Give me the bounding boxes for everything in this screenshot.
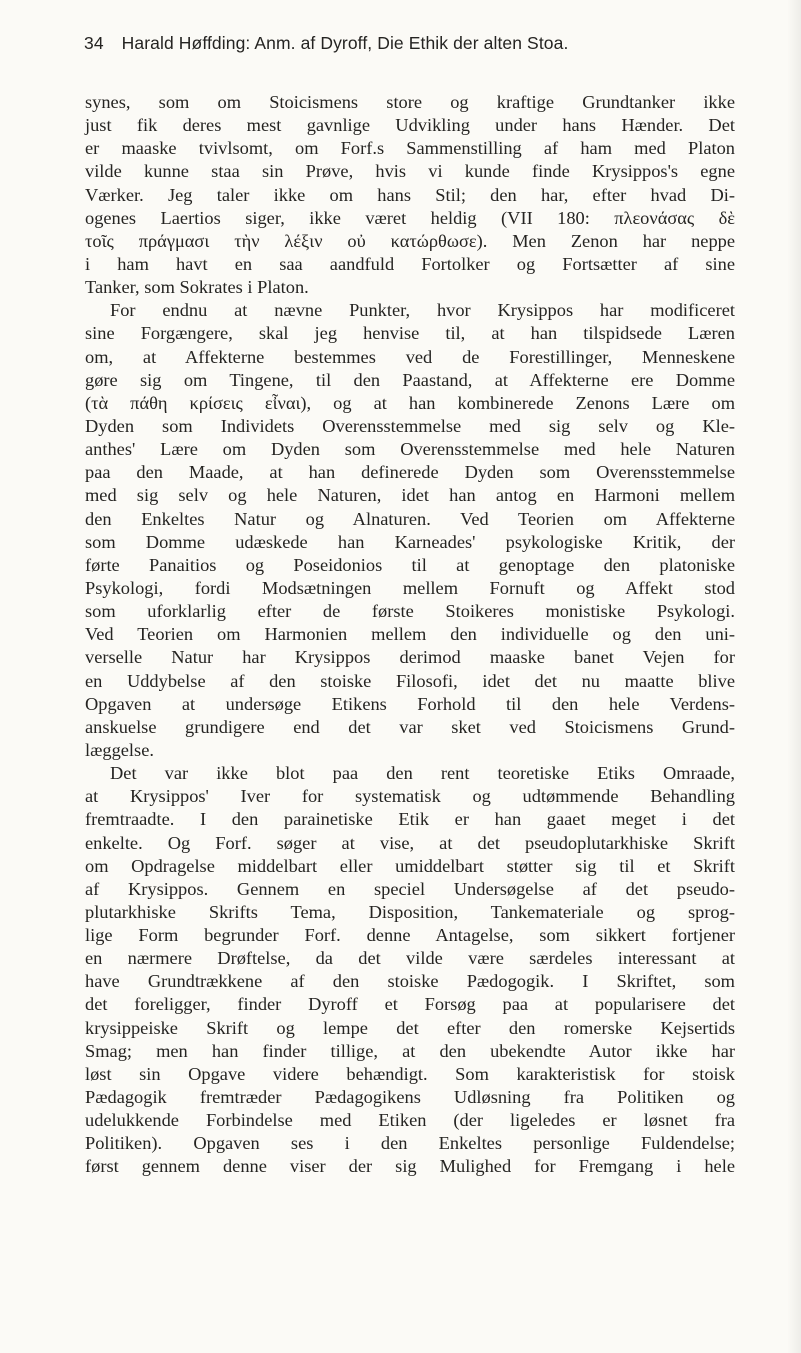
text-line: Psykologi, fordi Modsætningen mellem Fornuft og Affekt stod: [85, 577, 735, 598]
text-line: (τὰ πάθη κρίσεις εἶναι), og at han kombinerede Zenons Lære om: [85, 392, 735, 413]
paragraph-first-line: Det var ikke blot paa den rent teoretiske Etiks Omraade,: [110, 763, 735, 784]
text-line: som uforklarlig efter de første Stoikeres monistiske Psykologi.: [85, 601, 735, 622]
text-line: med sig selv og hele Naturen, idet han antog en Harmoni mellem: [85, 485, 735, 506]
text-line: enkelte. Og Forf. søger at vise, at det pseudoplutarkhiske Skrift: [85, 832, 735, 853]
text-line: om Opdragelse middelbart eller umiddelbart støtter sig til et Skrift: [85, 855, 735, 876]
text-line: just fik deres mest gavnlige Udvikling under hans Hænder. Det: [85, 115, 735, 136]
paragraph-last-line: Tanker, som Sokrates i Platon.: [85, 277, 309, 298]
paragraph-last-line: læggelse.: [85, 739, 154, 760]
body-text: [85, 91, 735, 1179]
text-line: Dyden som Individets Overensstemmelse med sig selv og Kle-: [85, 415, 735, 436]
text-line: Smag; men han finder tillige, at den ubekendte Autor ikke har: [85, 1040, 735, 1061]
text-line: af Krysippos. Gennem en speciel Undersøgelse af det pseudo-: [85, 878, 735, 899]
text-line: anskuelse grundigere end det var sket ved Stoicismens Grund-: [85, 716, 735, 737]
text-line: det foreligger, finder Dyroff et Forsøg paa at popularisere det: [85, 994, 735, 1015]
paragraph-first-line: For endnu at nævne Punkter, hvor Krysippos har modificeret: [110, 300, 735, 321]
text-line: en Uddybelse af den stoiske Filosofi, idet det nu maatte blive: [85, 670, 735, 691]
text-line: en nærmere Drøftelse, da det vilde være særdeles interessant at: [85, 948, 735, 969]
text-line: ogenes Laertios siger, ikke været heldig (VII 180: πλεονάσας δὲ: [85, 207, 735, 228]
text-line: udelukkende Forbindelse med Etiken (der ligeledes er løsnet fra: [85, 1110, 735, 1131]
text-line: anthes' Lære om Dyden som Overensstemmelse med hele Naturen: [85, 439, 735, 460]
running-header: [84, 33, 724, 54]
text-line: at Krysippos' Iver for systematisk og udtømmende Behandling: [85, 786, 735, 807]
text-line: paa den Maade, at han definerede Dyden som Overensstemmelse: [85, 462, 735, 483]
text-line: den Enkeltes Natur og Alnaturen. Ved Teorien om Affekterne: [85, 508, 735, 529]
text-line: først gennem denne viser der sig Mulighed for Fremgang i hele: [85, 1156, 735, 1177]
text-line: synes, som om Stoicismens store og kraftige Grundtanker ikke: [85, 92, 735, 112]
text-line: Opgaven at undersøge Etikens Forhold til den hele Verdens-: [85, 693, 735, 714]
text-line: gøre sig om Tingene, til den Paastand, at Affekterne ere Domme: [85, 369, 735, 390]
text-line: krysippeiske Skrift og lempe det efter den romerske Kejsertids: [85, 1017, 735, 1038]
text-line: τοῖς πράγμασι τὴν λέξιν οὐ κατώρθωσε). Men Zenon har neppe: [85, 230, 735, 251]
text-line: have Grundtrækkene af den stoiske Pædogogik. I Skriftet, som: [85, 971, 735, 992]
text-line: i ham havt en saa aandfuld Fortolker og Fortsætter af sine: [85, 253, 735, 274]
text-line: er maaske tvivlsomt, om Forf.s Sammenstilling af ham med Platon: [85, 138, 735, 159]
text-line: plutarkhiske Skrifts Tema, Disposition, Tankemateriale og sprog-: [85, 901, 735, 922]
text-line: Politiken). Opgaven ses i den Enkeltes personlige Fuldendelse;: [85, 1133, 735, 1154]
text-line: som Domme udæskede han Karneades' psykologiske Kritik, der: [85, 531, 735, 552]
text-line: Pædagogik fremtræder Pædagogikens Udløsning fra Politiken og: [85, 1087, 735, 1108]
text-line: Værker. Jeg taler ikke om hans Stil; den har, efter hvad Di-: [85, 184, 735, 205]
text-line: vilde kunne staa sin Prøve, hvis vi kunde finde Krysippos's egne: [85, 161, 735, 182]
text-line: løst sin Opgave videre behændigt. Som karakteristisk for stoisk: [85, 1063, 735, 1084]
text-line: fremtraadte. I den parainetiske Etik er han gaaet meget i det: [85, 809, 735, 830]
text-line: om, at Affekterne bestemmes ved de Forestillinger, Menneskene: [85, 346, 735, 367]
page-edge-shadow: [787, 0, 801, 1353]
text-line: førte Panaitios og Poseidonios til at genoptage den platoniske: [85, 554, 735, 575]
text-line: sine Forgængere, skal jeg henvise til, at han tilspidsede Læren: [85, 323, 735, 344]
text-line: verselle Natur har Krysippos derimod maaske banet Vejen for: [85, 647, 735, 668]
running-title: Harald Høffding: Anm. af Dyroff, Die Ethik der alten Stoa.: [121, 33, 569, 53]
text-line: lige Form begrunder Forf. denne Antagelse, som sikkert fortjener: [85, 925, 735, 946]
text-line: Ved Teorien om Harmonien mellem den individuelle og den uni-: [85, 624, 735, 645]
page-number: 34: [84, 33, 104, 53]
